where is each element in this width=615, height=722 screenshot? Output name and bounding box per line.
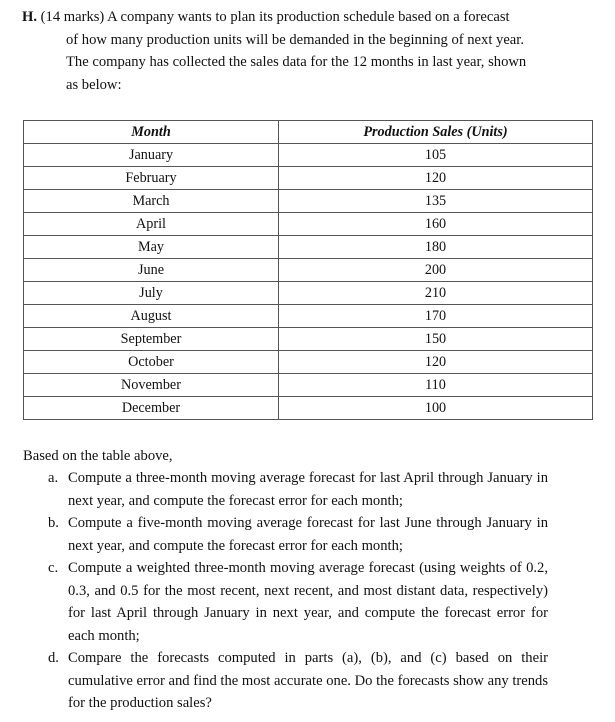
sales-cell: 105 <box>279 144 593 167</box>
question-header <box>22 6 592 96</box>
table-body <box>24 144 593 420</box>
table-row <box>24 351 593 374</box>
month-cell: July <box>24 282 279 305</box>
question-line <box>22 6 592 29</box>
question-text-line-3: The company has collected the sales data for the 12 months in last year, shown <box>66 54 527 70</box>
table-row <box>24 328 593 351</box>
part-item <box>48 467 548 512</box>
month-cell: September <box>24 328 279 351</box>
part-item <box>48 647 548 715</box>
table-row <box>24 167 593 190</box>
table-row <box>24 259 593 282</box>
sales-cell: 120 <box>279 167 593 190</box>
sales-cell: 160 <box>279 213 593 236</box>
month-cell: March <box>24 190 279 213</box>
table-row <box>24 213 593 236</box>
part-item <box>48 557 548 647</box>
month-cell: May <box>24 236 279 259</box>
sales-cell: 150 <box>279 328 593 351</box>
table-row <box>24 144 593 167</box>
table-row <box>24 374 593 397</box>
sales-cell: 110 <box>279 374 593 397</box>
month-cell: November <box>24 374 279 397</box>
header-month: Month <box>24 121 279 144</box>
part-letter: c. <box>48 560 59 576</box>
part-text: Compute a three-month moving average forecast for last April through January in next year, and compute the forecast error for each month; <box>68 470 548 509</box>
parts-list <box>48 467 548 715</box>
part-letter: b. <box>48 515 59 531</box>
month-cell: October <box>24 351 279 374</box>
table-row <box>24 190 593 213</box>
table-row <box>24 305 593 328</box>
question-text-line-1: (14 marks) A company wants to plan its production schedule based on a forecast <box>40 9 510 25</box>
part-text: Compare the forecasts computed in parts (a), (b), and (c) based on their cumulative error and find the most accurate one. Do the forecasts show any trends for the production sales? <box>68 650 548 711</box>
month-cell: June <box>24 259 279 282</box>
question-text-line-2: of how many production units will be demanded in the beginning of next year. <box>66 31 524 48</box>
sales-cell: 120 <box>279 351 593 374</box>
month-cell: February <box>24 167 279 190</box>
sales-cell: 180 <box>279 236 593 259</box>
month-cell: January <box>24 144 279 167</box>
part-item <box>48 512 548 557</box>
table-row <box>24 397 593 420</box>
table-row <box>24 236 593 259</box>
sales-cell: 100 <box>279 397 593 420</box>
part-letter: a. <box>48 470 59 486</box>
intro-text: Based on the table above, <box>23 448 173 464</box>
header-production-sales: Production Sales (Units) <box>279 121 593 144</box>
month-cell: April <box>24 213 279 236</box>
sales-cell: 170 <box>279 305 593 328</box>
sales-table <box>23 120 593 420</box>
sales-cell: 135 <box>279 190 593 213</box>
part-text: Compute a weighted three-month moving average forecast (using weights of 0.2, 0.3, and 0.5 for the most recent, next recent, and most distant data, respectively) for last April through January in next year, and compute the forecast error for each month; <box>68 560 548 644</box>
part-text: Compute a five-month moving average forecast for last June through January in next year, and compute the forecast error for each month; <box>68 515 548 554</box>
question-label: H. <box>22 9 37 25</box>
part-letter: d. <box>48 650 59 666</box>
sales-cell: 210 <box>279 282 593 305</box>
table-header-row <box>24 121 593 144</box>
sales-cell: 200 <box>279 259 593 282</box>
month-cell: December <box>24 397 279 420</box>
question-text-line-4: as below: <box>66 76 122 93</box>
month-cell: August <box>24 305 279 328</box>
table-row <box>24 282 593 305</box>
